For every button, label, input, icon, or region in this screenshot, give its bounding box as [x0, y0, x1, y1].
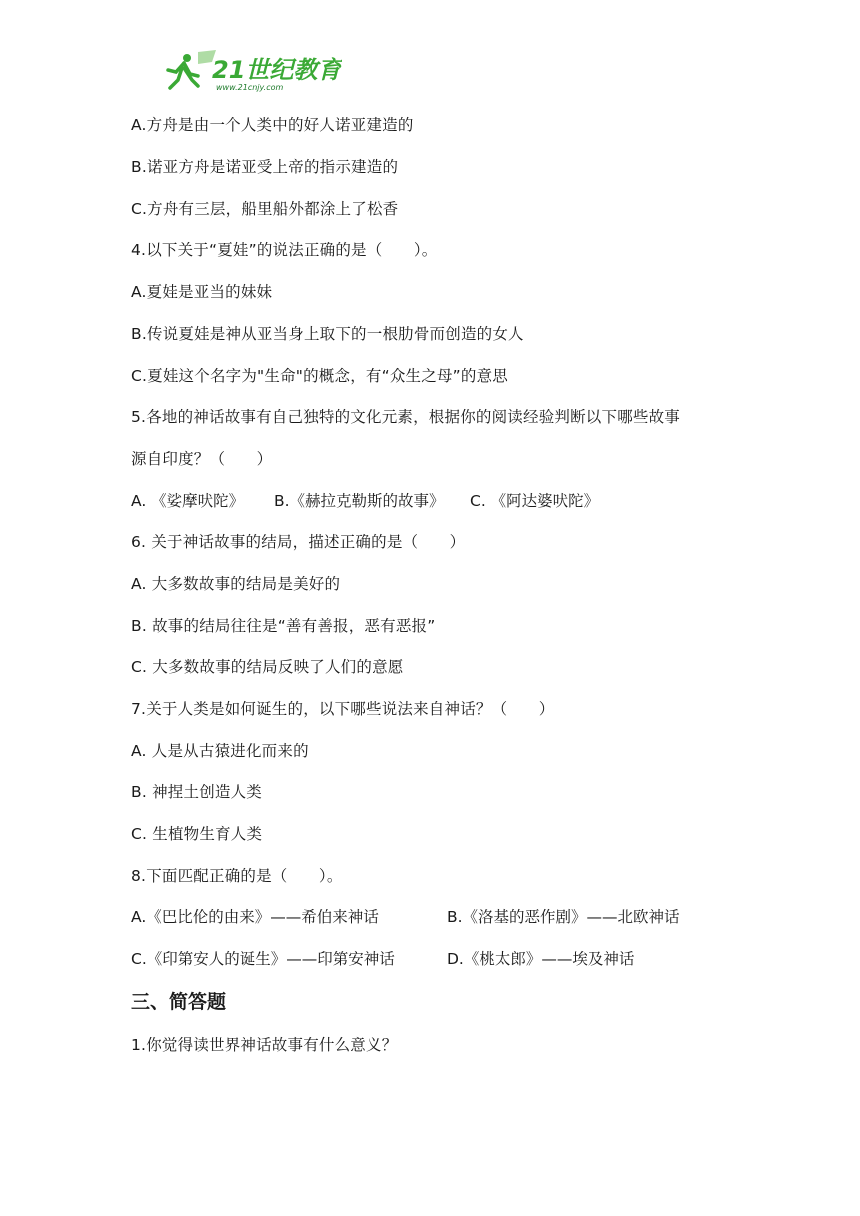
question-4-stem: 4.以下关于“夏娃”的说法正确的是（ ）。 — [131, 241, 438, 259]
question-5-stem-line-1: 5.各地的神话故事有自己独特的文化元素，根据你的阅读经验判断以下哪些故事 — [131, 408, 680, 426]
question-3-option-b: B.诺亚方舟是诺亚受上帝的指示建造的 — [131, 158, 399, 176]
question-7-option-b: B. 神捏土创造人类 — [131, 783, 262, 801]
question-5-option-a: A. 《娑摩吠陀》 — [131, 492, 245, 510]
question-8-option-a: A.《巴比伦的由来》——希伯来神话 — [131, 908, 379, 926]
question-5-stem-line-2: 源自印度？（ ） — [131, 450, 273, 468]
question-8-stem: 8.下面匹配正确的是（ ）。 — [131, 867, 343, 885]
site-logo — [162, 48, 342, 94]
question-8-option-d: D.《桃太郎》——埃及神话 — [447, 950, 635, 968]
question-5-option-c: C. 《阿达婆吠陀》 — [470, 492, 600, 510]
logo-url-text: www.21cnjy.com — [216, 83, 284, 92]
question-3-option-a: A.方舟是由一个人类中的好人诺亚建造的 — [131, 116, 414, 134]
question-6-option-b: B. 故事的结局往往是“善有善报，恶有恶报” — [131, 617, 436, 635]
question-7-option-c: C. 生植物生育人类 — [131, 825, 263, 843]
runner-icon — [168, 50, 216, 88]
section-three-heading: 三、简答题 — [131, 991, 227, 1013]
question-7-option-a: A. 人是从古猿进化而来的 — [131, 742, 309, 760]
question-3-option-c: C.方舟有三层，船里船外都涂上了松香 — [131, 200, 399, 218]
question-6-stem: 6. 关于神话故事的结局，描述正确的是（ ） — [131, 533, 466, 551]
question-5-option-b: B.《赫拉克勒斯的故事》 — [274, 492, 445, 510]
question-8-option-b: B.《洛基的恶作剧》——北欧神话 — [447, 908, 680, 926]
question-4-option-a: A.夏娃是亚当的妹妹 — [131, 283, 273, 301]
question-6-option-a: A. 大多数故事的结局是美好的 — [131, 575, 341, 593]
question-4-option-c: C.夏娃这个名字为"生命"的概念，有“众生之母”的意思 — [131, 367, 508, 385]
question-6-option-c: C. 大多数故事的结局反映了人们的意愿 — [131, 658, 404, 676]
question-8-option-c: C.《印第安人的诞生》——印第安神话 — [131, 950, 395, 968]
logo-graphic — [162, 48, 342, 94]
short-answer-question-1: 1.你觉得读世界神话故事有什么意义？ — [131, 1036, 398, 1054]
question-4-option-b: B.传说夏娃是神从亚当身上取下的一根肋骨而创造的女人 — [131, 325, 524, 343]
logo-brand-text: 21世纪教育 — [212, 56, 342, 84]
question-7-stem: 7.关于人类是如何诞生的，以下哪些说法来自神话？（ ） — [131, 700, 555, 718]
